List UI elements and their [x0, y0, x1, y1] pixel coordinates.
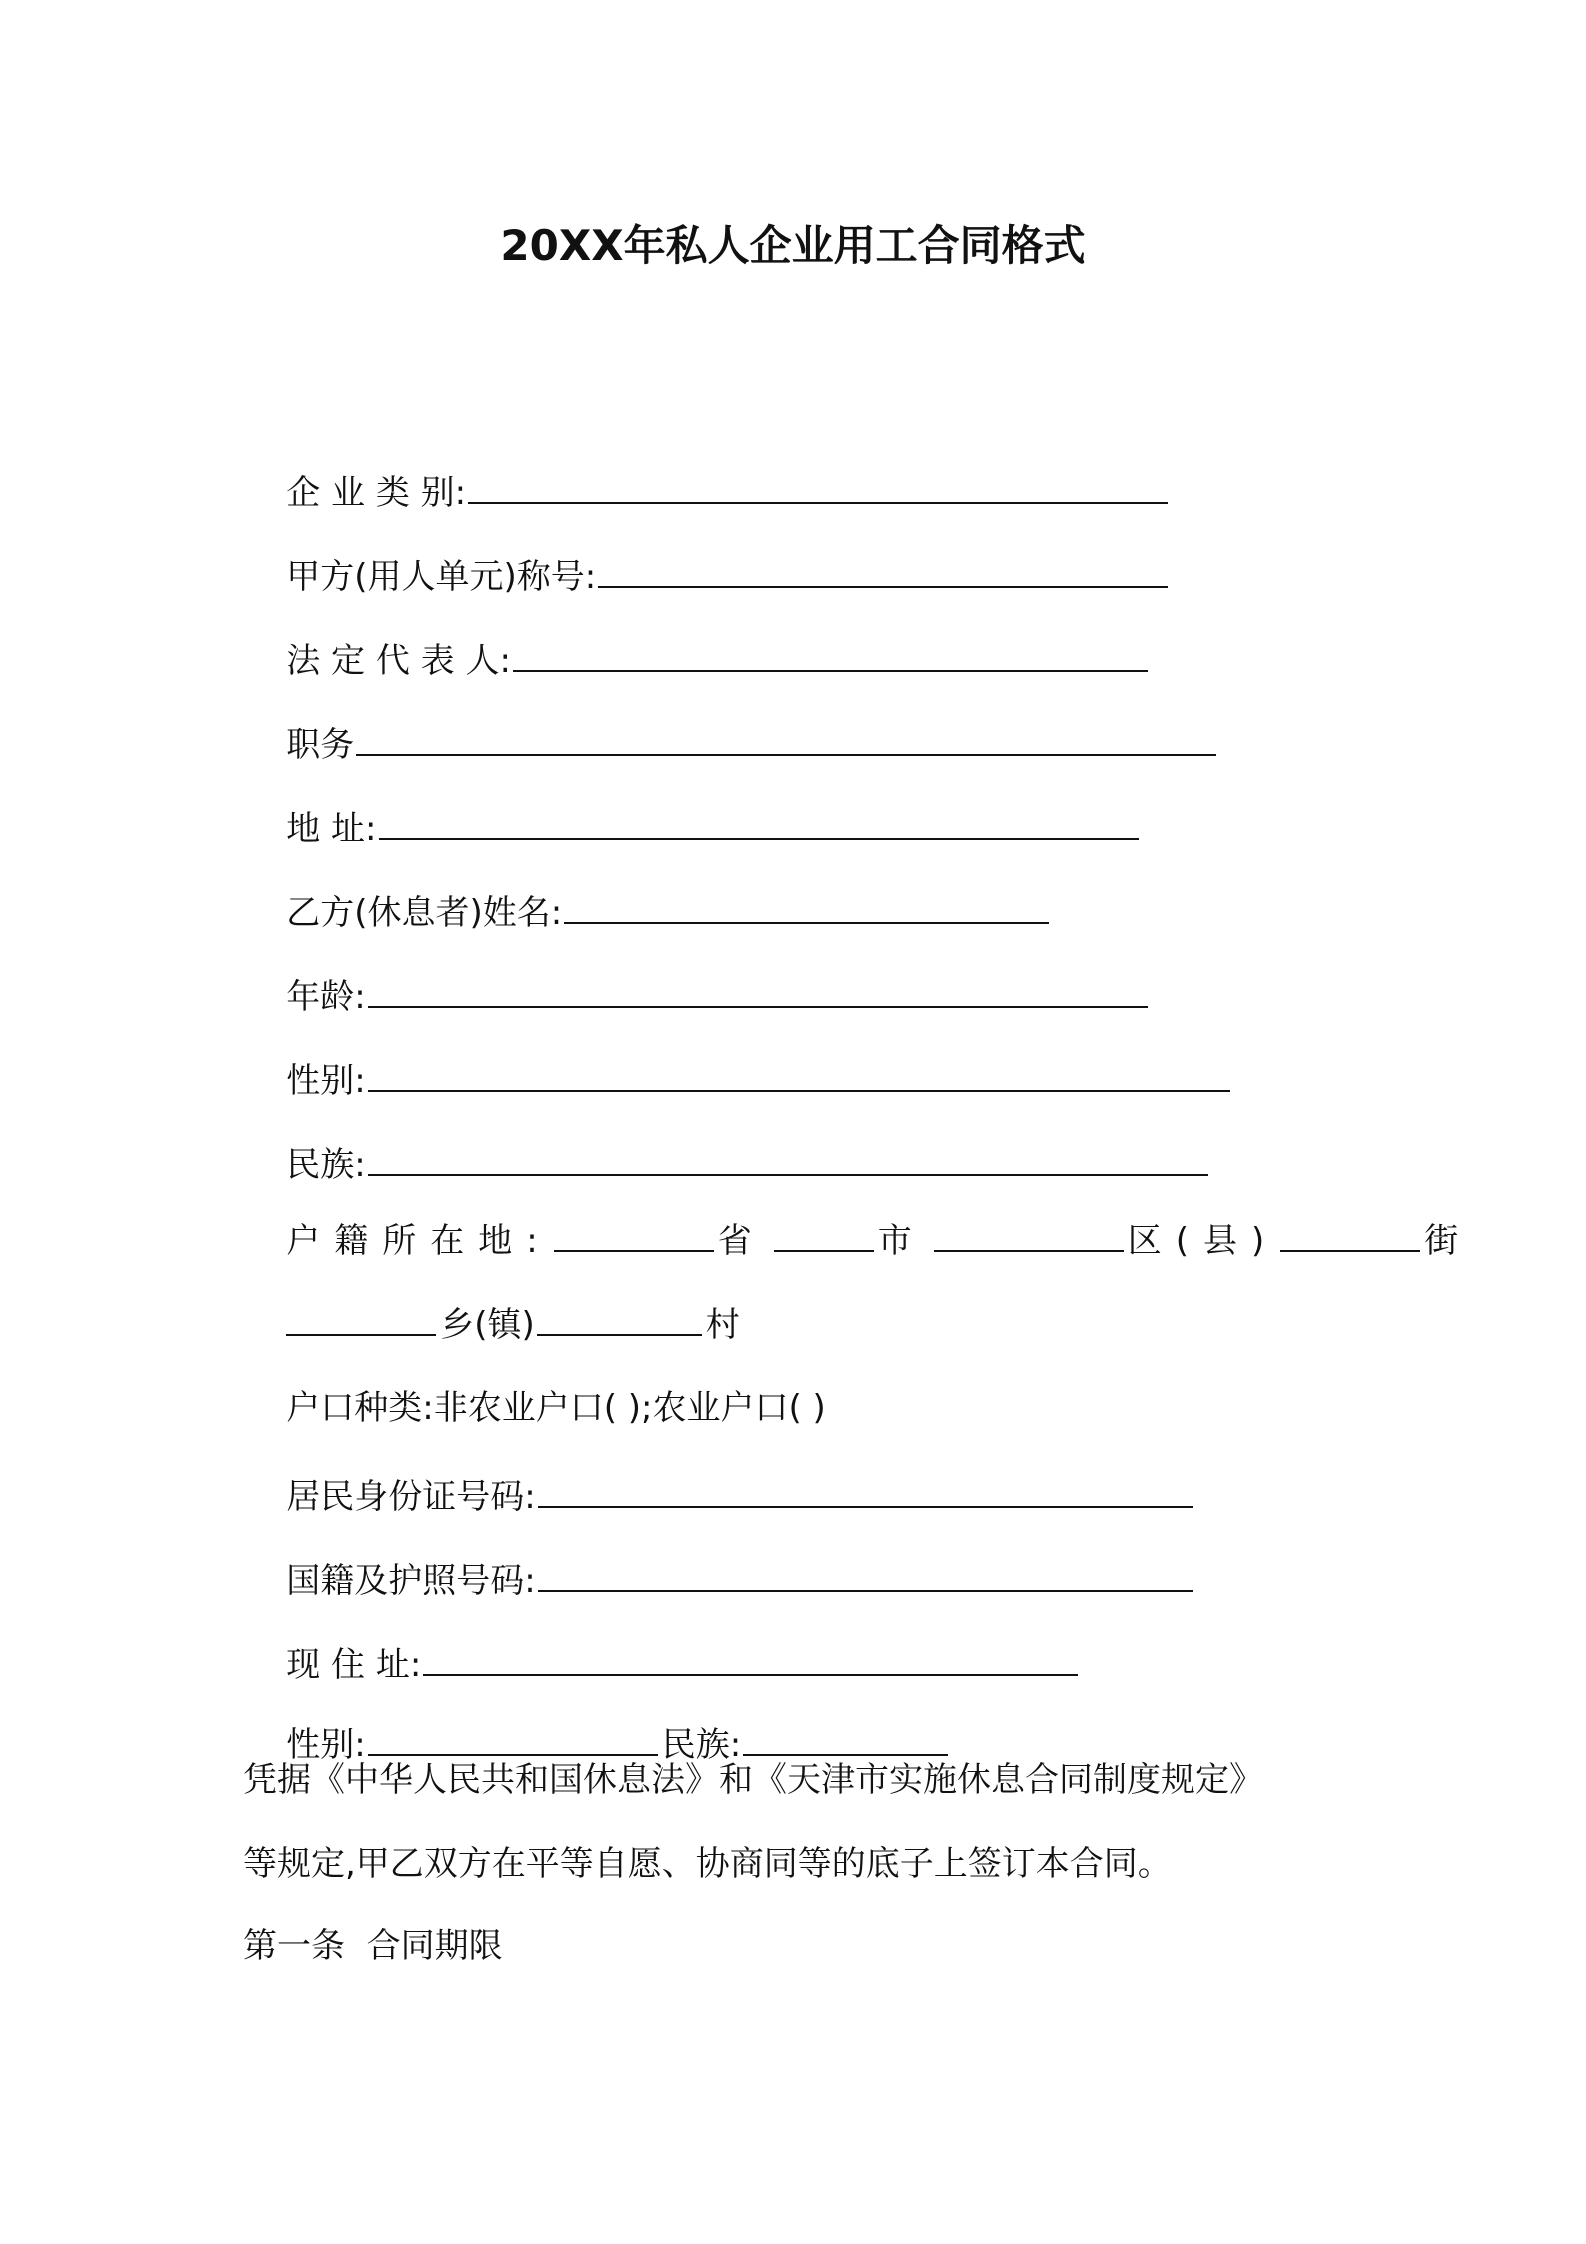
document-title: 20XX年私人企业用工合同格式 — [500, 221, 1086, 270]
township-label: 乡(镇) — [440, 1305, 535, 1345]
blank-line — [1280, 1216, 1420, 1252]
field-label: 户口种类:非农业户口( );农业户口( ) — [286, 1388, 826, 1428]
field-age — [243, 924, 1148, 1017]
street-label: 街 — [1424, 1221, 1459, 1261]
field-label: 职务 — [286, 725, 355, 765]
field-label: 乙方(休息者)姓名: — [286, 893, 563, 933]
blank-line — [598, 552, 1168, 588]
field-label: 年龄: — [286, 977, 366, 1017]
province-label: 省 — [717, 1221, 752, 1261]
blank-line — [379, 804, 1139, 840]
field-legal-rep — [243, 588, 1148, 681]
blank-line — [564, 888, 1049, 924]
city-label: 市 — [877, 1221, 912, 1261]
field-label: 民族: — [286, 1145, 366, 1185]
blank-line — [537, 1300, 702, 1336]
field-gender-ethnicity — [243, 1672, 948, 1765]
field-label: 性别: — [286, 1061, 366, 1101]
article-1-title: 第一条 合同期限 — [243, 1926, 503, 1966]
field-label: 法 定 代 表 人: — [286, 641, 511, 681]
blank-line — [356, 720, 1216, 756]
blank-line — [934, 1216, 1124, 1252]
field-label: 居民身份证号码: — [286, 1477, 536, 1517]
field-gender — [243, 1008, 1230, 1101]
field-ethnicity — [243, 1092, 1208, 1185]
blank-line — [286, 1300, 436, 1336]
field-label: 企 业 类 别: — [286, 473, 467, 513]
blank-line — [368, 972, 1148, 1008]
field-household-registration — [243, 1168, 1459, 1261]
blank-line — [538, 1556, 1193, 1592]
field-nationality-passport — [243, 1508, 1193, 1601]
ethnicity-label: 民族: — [661, 1725, 742, 1765]
field-label: 甲方(用人单元)称号: — [286, 557, 597, 597]
field-enterprise-type — [243, 420, 1168, 513]
district-label: 区(县) — [1127, 1221, 1279, 1261]
field-label: 现 住 址: — [286, 1645, 422, 1685]
paragraph-line-1: 凭据《中华人民共和国休息法》和《天津市实施休息合同制度规定》 — [243, 1760, 1263, 1800]
blank-line — [538, 1472, 1193, 1508]
field-party-b-name — [243, 840, 1049, 933]
blank-line — [368, 1720, 658, 1756]
paragraph-line-2: 等规定,甲乙双方在平等自愿、协商同等的底子上签订本合同。 — [243, 1844, 1172, 1884]
blank-line — [368, 1056, 1230, 1092]
blank-line — [554, 1216, 714, 1252]
field-label: 国籍及护照号码: — [286, 1561, 536, 1601]
blank-line — [423, 1640, 1078, 1676]
village-label: 村 — [705, 1305, 740, 1345]
field-position — [243, 672, 1216, 765]
field-id-number — [243, 1424, 1193, 1517]
field-label: 地 址: — [286, 809, 377, 849]
field-township-village — [243, 1252, 740, 1345]
blank-line — [513, 636, 1148, 672]
field-party-a-name — [243, 504, 1168, 597]
gender-label: 性别: — [286, 1725, 366, 1765]
blank-line — [774, 1216, 874, 1252]
field-current-address — [243, 1592, 1078, 1685]
field-label: 户籍所在地: — [286, 1221, 552, 1261]
field-hukou-type — [243, 1336, 826, 1428]
blank-line — [743, 1720, 948, 1756]
blank-line — [468, 468, 1168, 504]
field-address — [243, 756, 1139, 849]
